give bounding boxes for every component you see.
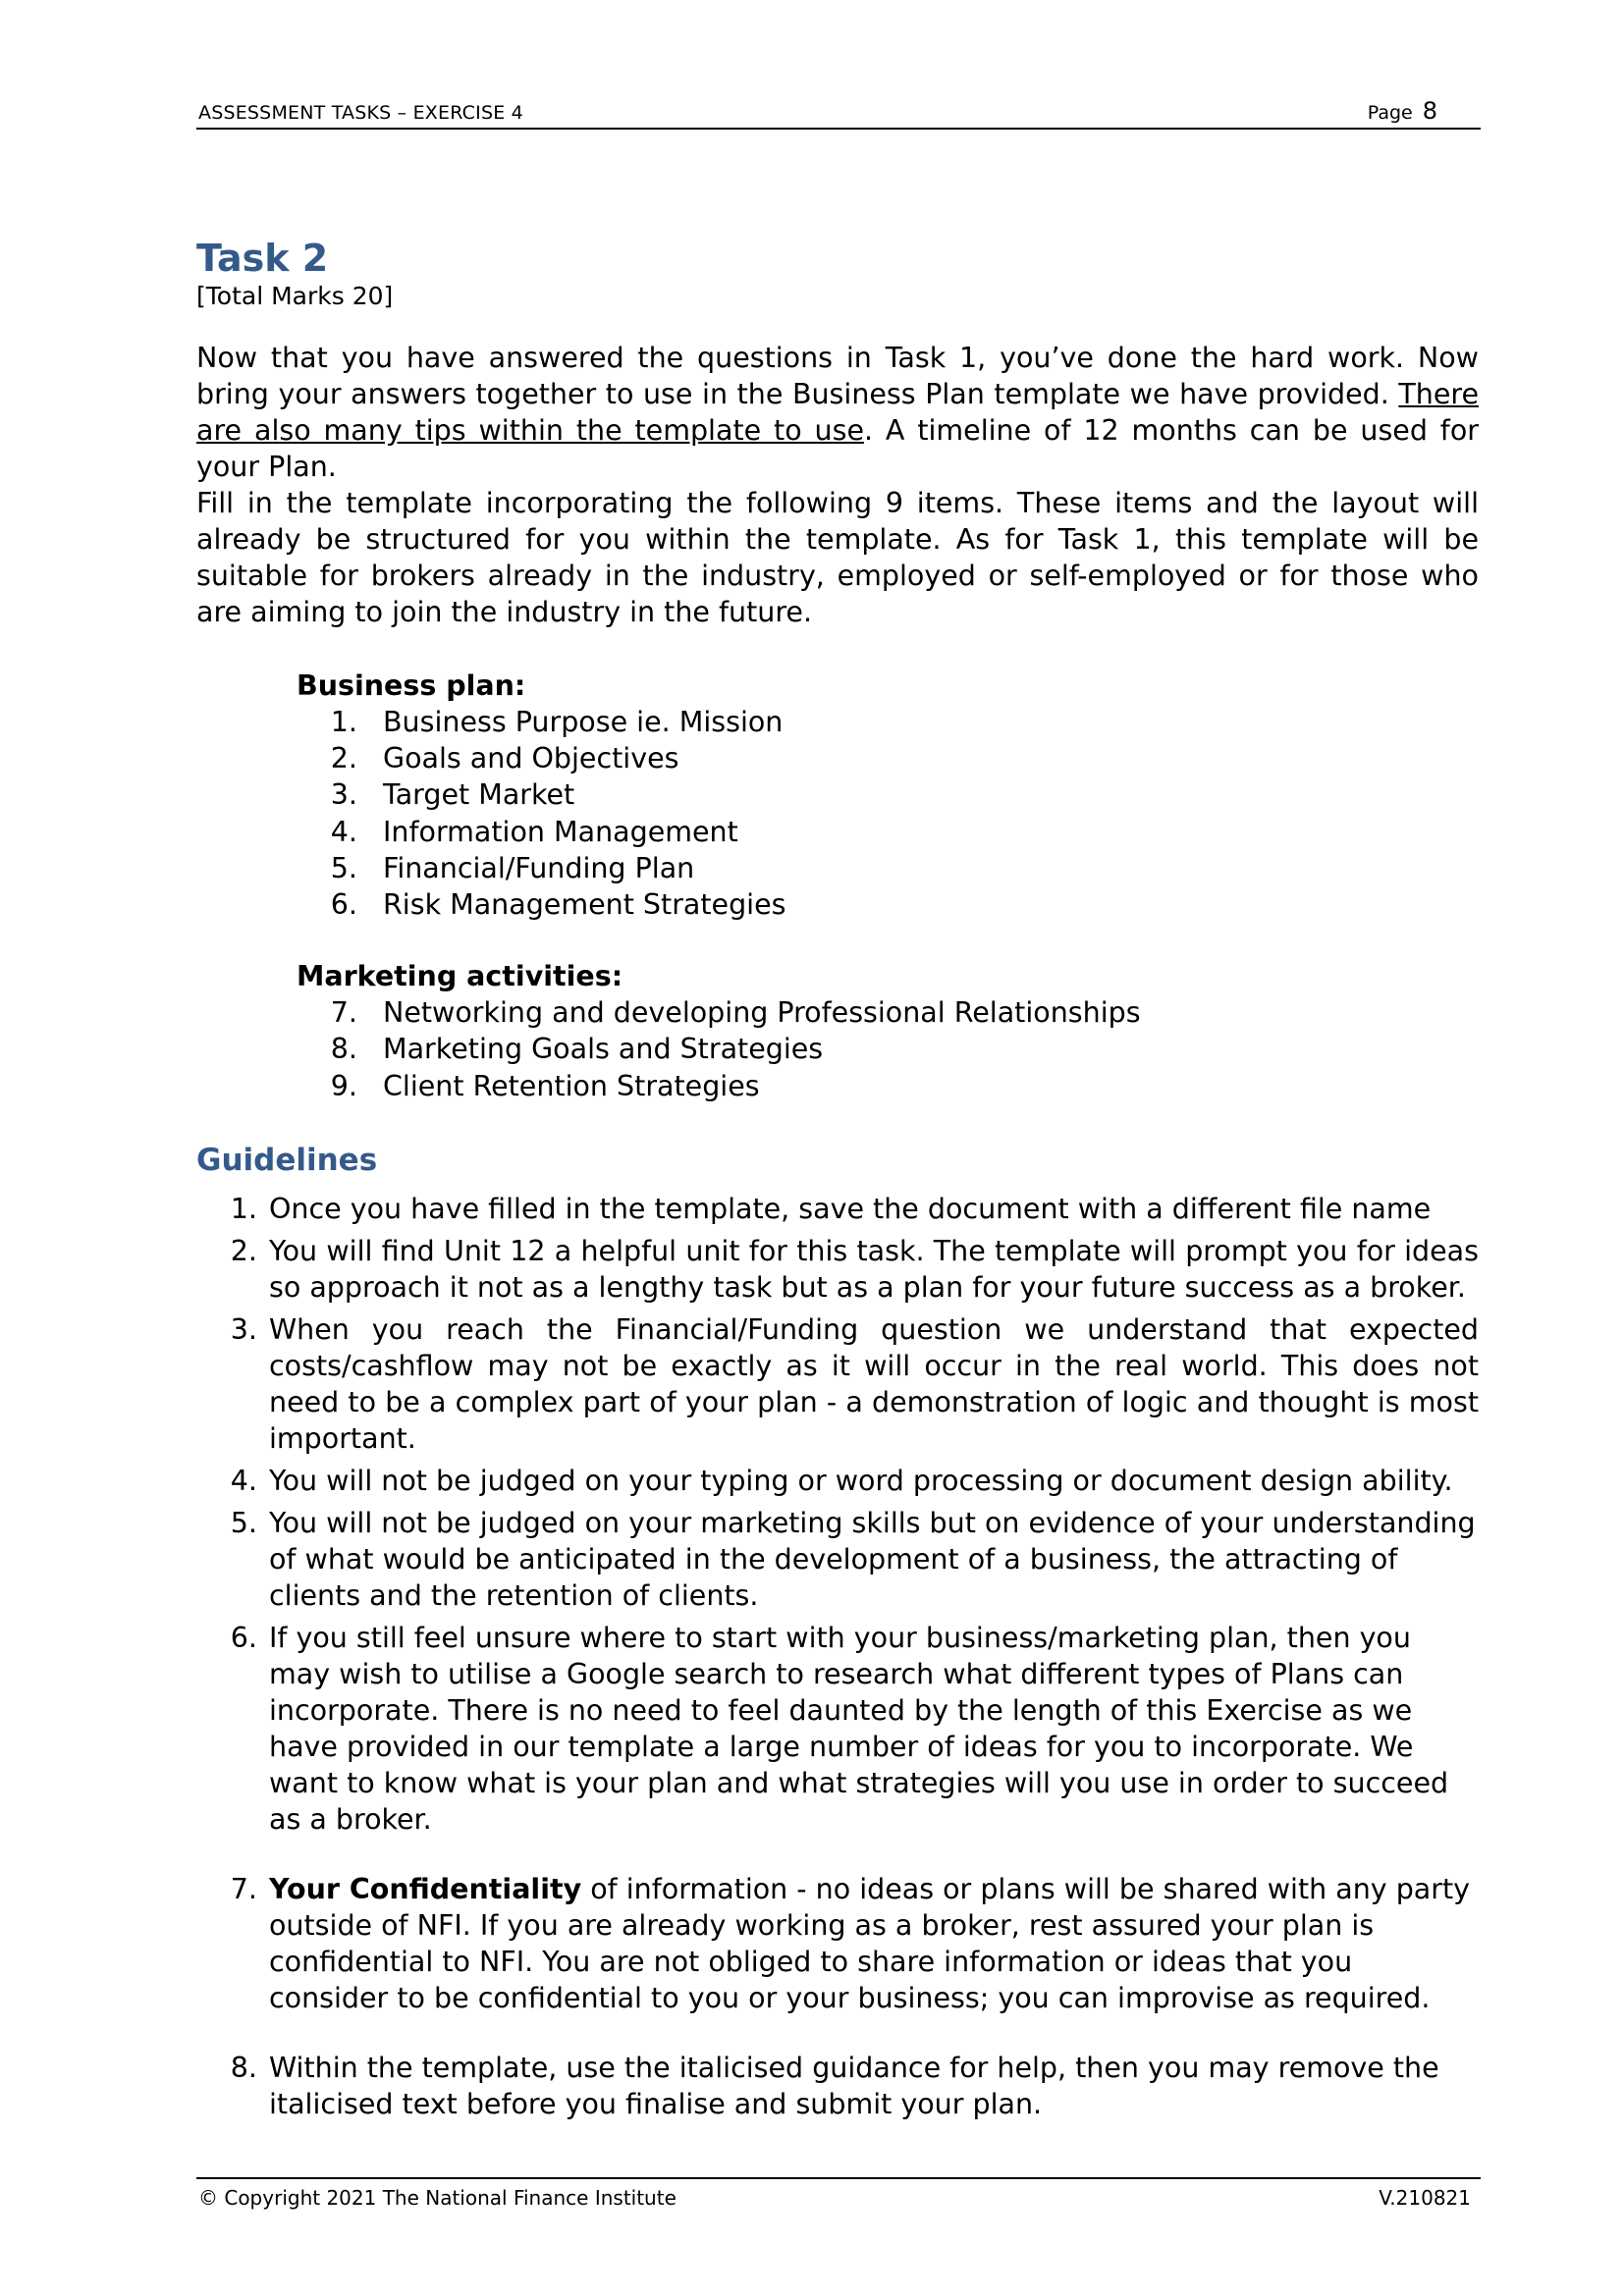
item-text: Business Purpose ie. Mission: [383, 706, 784, 738]
item-number: 2.: [230, 1234, 257, 1267]
intro-paragraph-1: [196, 340, 1479, 485]
total-marks: [Total Marks 20]: [196, 282, 394, 310]
item-text: Within the template, use the italicised guidance for help, then you may remove the italicised text before you finalise and submit your plan.: [269, 2051, 1439, 2120]
page-indicator: [1367, 97, 1437, 125]
item-number: 5.: [330, 851, 357, 884]
item-text: You will not be judged on your typing or word processing or document design ability.: [269, 1464, 1453, 1497]
list-item: [297, 740, 1479, 776]
guideline-item: [196, 1233, 1479, 1306]
item-text-rest: of information - no ideas or plans will be shared with any party outside of NFI. If you are already working as a broker, rest assured your plan is confidential to NFI. You are not obliged to share information or ideas that you consider to be confidential to you or your business; you can improvise as required.: [269, 1872, 1471, 2014]
item-number: 8.: [230, 2051, 257, 2084]
item-text: Client Retention Strategies: [383, 1069, 760, 1102]
business-plan-heading: Business plan:: [297, 669, 526, 702]
guidelines-title: Guidelines: [196, 1142, 378, 1178]
item-number: 3.: [230, 1312, 257, 1346]
page-footer: [196, 2177, 1481, 2210]
item-text: Goals and Objectives: [383, 742, 679, 775]
guideline-item: [196, 1463, 1479, 1499]
marketing-list: [297, 994, 1479, 1104]
task-title: Task 2: [196, 237, 329, 280]
item-text: If you still feel unsure where to start with your business/marketing plan, then you may wish to utilise a Google search to research what different types of Plans can incorporate. There is no need to feel daunted by the length of this Exercise as we have provided in our template a large number of ideas for you to incorporate. We want to know what is your plan and what strategies will you use in order to succeed as a broker.: [269, 1621, 1449, 1836]
guideline-item: [196, 1871, 1479, 2016]
item-number: 7.: [230, 1872, 257, 1905]
guideline-item: [196, 1620, 1479, 1838]
item-number: 3.: [330, 778, 357, 812]
item-text: Marketing Goals and Strategies: [383, 1033, 824, 1066]
version-text: V.210821: [1379, 2186, 1471, 2210]
item-number: 1.: [230, 1192, 257, 1225]
plan-items-block: [297, 667, 1479, 1104]
page-label: Page: [1367, 102, 1413, 124]
item-number: 4.: [230, 1464, 257, 1497]
item-text: You will not be judged on your marketing skills but on evidence of your understanding of what would be anticipated in the development of a business, the attracting of clients and the retention of clients.: [269, 1506, 1476, 1612]
item-number: 4.: [330, 815, 357, 848]
bold-lead: Your Confidentiality: [269, 1872, 582, 1905]
business-plan-list: [297, 704, 1479, 923]
main-content: [196, 236, 1479, 2128]
item-text: Target Market: [383, 778, 575, 812]
item-text: Risk Management Strategies: [383, 888, 786, 922]
item-text: Networking and developing Professional Relationships: [383, 996, 1141, 1030]
item-number: 2.: [330, 742, 357, 775]
list-item: [297, 994, 1479, 1031]
intro-text-b: . A timeline of 12 months can be used for your Plan.: [196, 414, 1479, 483]
item-text: Information Management: [383, 815, 738, 848]
item-number: 1.: [330, 706, 357, 738]
item-text: When you reach the Financial/Funding question we understand that expected costs/cashflow may not be exactly as it will occur in the real world. This does not need to be a complex part of your plan - a demonstration of logic and thought is most important.: [269, 1312, 1479, 1455]
list-spacer: [297, 923, 1479, 958]
item-text: Financial/Funding Plan: [383, 851, 695, 884]
list-item: [297, 886, 1479, 923]
list-item: [297, 704, 1479, 740]
header-title: ASSESSMENT TASKS – EXERCISE 4: [198, 102, 523, 124]
guideline-item: [196, 1191, 1479, 1227]
list-item: [297, 1068, 1479, 1104]
intro-text-a: Now that you have answered the questions in Task 1, you’ve done the hard work. Now bring your answers together to use in the Business Plan template we have provided.: [196, 342, 1479, 410]
item-number: 6.: [230, 1621, 257, 1654]
guidelines-list: [196, 1191, 1479, 2122]
guideline-item: [196, 1311, 1479, 1457]
item-text: Once you have filled in the template, save the document with a different file name: [269, 1192, 1432, 1225]
item-number: 6.: [330, 888, 357, 922]
item-number: 9.: [330, 1069, 357, 1102]
list-item: [297, 850, 1479, 886]
item-text: [269, 1871, 1479, 2016]
intro-underlined-text: There are also many tips within the template to use: [196, 378, 1479, 447]
marketing-heading: Marketing activities:: [297, 960, 623, 993]
item-number: 5.: [230, 1506, 257, 1539]
list-item: [297, 814, 1479, 850]
guideline-item: [196, 2050, 1479, 2122]
page-header: [196, 97, 1481, 130]
copyright-text: © Copyright 2021 The National Finance Institute: [198, 2186, 677, 2210]
intro-paragraph-2: Fill in the template incorporating the following 9 items. These items and the layout will already be structured for you within the template. As for Task 1, this template will be suitable for brokers already in the industry, employed or self-employed or for those who are aiming to join the industry in the future.: [196, 487, 1479, 628]
item-text: You will find Unit 12 a helpful unit for this task. The template will prompt you for ideas so approach it not as a lengthy task but as a plan for your future success as a broker.: [269, 1234, 1479, 1304]
item-number: 7.: [330, 996, 357, 1030]
list-item: [297, 1031, 1479, 1067]
item-number: 8.: [330, 1033, 357, 1066]
page-number: 8: [1422, 97, 1437, 125]
guideline-item: [196, 1505, 1479, 1614]
list-item: [297, 776, 1479, 813]
